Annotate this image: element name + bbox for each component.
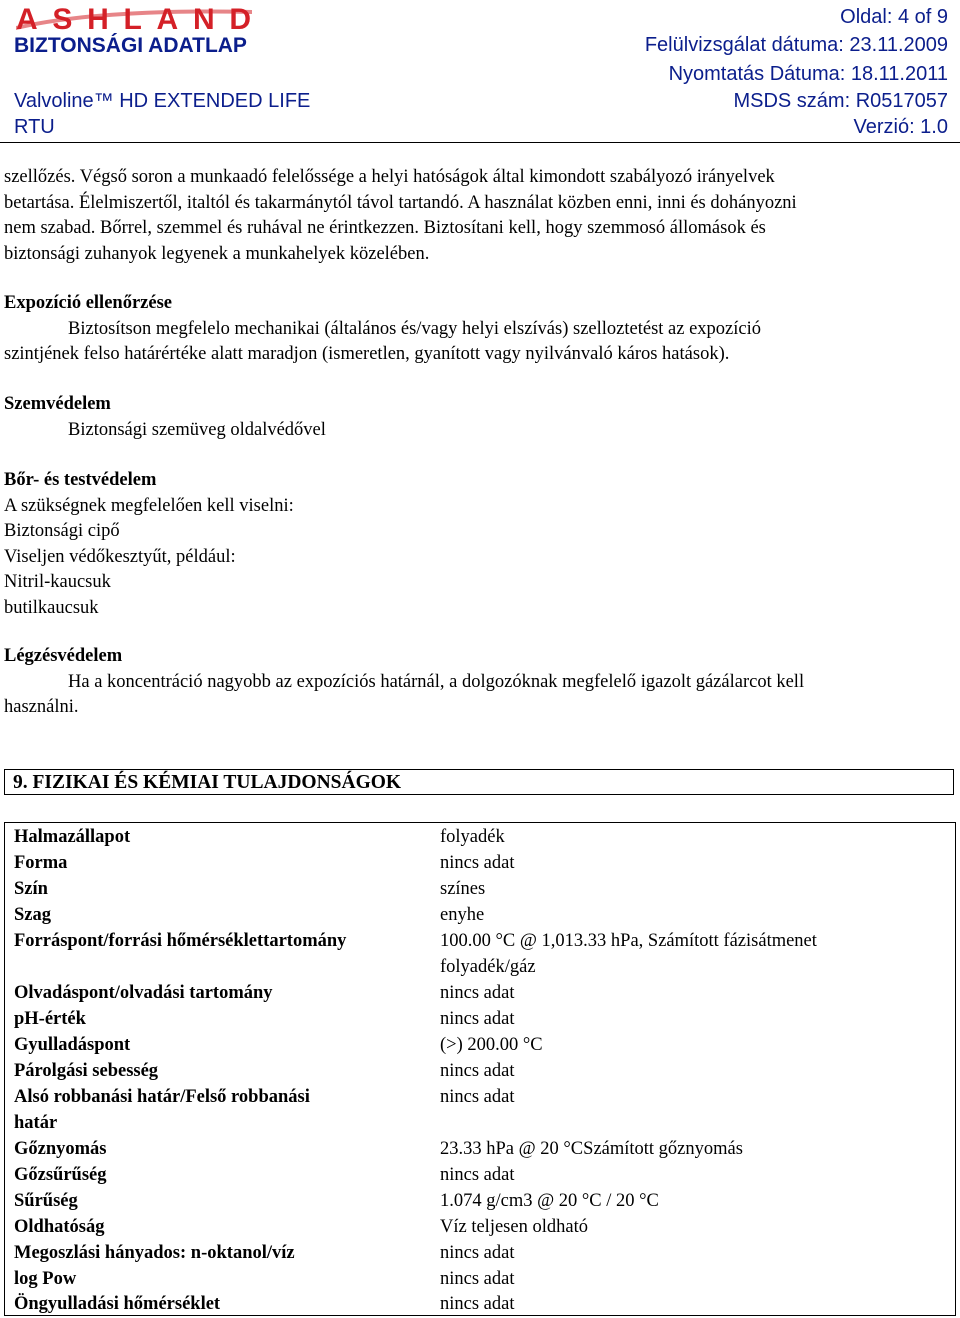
property-value: nincs adat: [440, 1009, 515, 1029]
text-line: biztonsági zuhanyok legyenek a munkahelyek közelében.: [4, 243, 430, 264]
property-value: színes: [440, 879, 486, 899]
svg-text:ASHLAND: ASHLAND: [16, 3, 252, 34]
print-date: Nyomtatás Dátuma: 18.11.2011: [668, 63, 948, 85]
property-value: folyadék/gáz: [440, 957, 536, 977]
text-line: Biztonsági szemüveg oldalvédővel: [68, 419, 326, 440]
doc-title: BIZTONSÁGI ADATLAP: [14, 34, 247, 57]
property-value: 100.00 °C @ 1,013.33 hPa, Számított fázisátmenet: [440, 931, 817, 951]
document-header: [0, 0, 960, 143]
page-number: Oldal: 4 of 9: [840, 6, 948, 28]
text-line: szellőzés. Végső soron a munkaadó felelőssége a helyi hatóságok által kimondott szabályozó irányelvek: [4, 167, 775, 187]
property-value: nincs adat: [440, 983, 515, 1003]
exposure-heading: Expozíció ellenőrzése: [4, 293, 172, 313]
property-value: nincs adat: [440, 1243, 515, 1263]
text-line: butilkaucsuk: [4, 597, 99, 618]
property-value: 23.33 hPa @ 20 °CSzámított gőznyomás: [440, 1139, 743, 1159]
exposure-section: [4, 291, 954, 368]
text-line: nem szabad. Bőrrel, szemmel és ruhával ne érintkezzen. Biztosítani kell, hogy szemmosó állomások és: [4, 218, 766, 238]
property-label: Megoszlási hányados: n-oktanol/víz: [14, 1243, 295, 1263]
property-label: Gőzsűrűség: [14, 1165, 107, 1185]
property-label: Párolgási sebesség: [14, 1061, 159, 1081]
property-label: Gyulladáspont: [14, 1035, 131, 1055]
skin-heading: Bőr- és testvédelem: [4, 470, 157, 490]
property-value: nincs adat: [440, 1269, 515, 1289]
product-name-line2: RTU: [14, 116, 55, 138]
text-line: szintjének felso határértéke alatt maradjon (ismeretlen, gyanított vagy nyilvánvaló káros hatások).: [4, 344, 730, 364]
ashland-logo: [14, 2, 254, 34]
text-line: Viseljen védőkesztyűt, például:: [4, 546, 236, 567]
property-label: Forráspont/forrási hőmérséklettartomány: [14, 931, 347, 951]
text-line: betartása. Élelmiszertől, italtól és takarmánytól távol tartandó. A használat közben enni, inni és dohányozni: [4, 192, 797, 213]
text-line: Nitril-kaucsuk: [4, 572, 111, 592]
property-label: Gőznyomás: [14, 1139, 107, 1159]
property-label: Halmazállapot: [14, 827, 131, 847]
property-label: log Pow: [14, 1269, 77, 1289]
property-label: Öngyulladási hőmérséklet: [14, 1294, 221, 1314]
property-value: Víz teljesen oldható: [440, 1217, 588, 1237]
text-line: Biztonsági cipő: [4, 521, 120, 541]
property-value: nincs adat: [440, 1087, 515, 1107]
property-label: Alsó robbanási határ/Felső robbanási: [14, 1087, 310, 1107]
property-value: nincs adat: [440, 853, 515, 873]
text-line: A szükségnek megfelelően kell viselni:: [4, 495, 294, 516]
text-line: Ha a koncentráció nagyobb az expozíciós határnál, a dolgozóknak megfelelő igazolt gázálarcot kell: [68, 671, 805, 692]
property-label: Olvadáspont/olvadási tartomány: [14, 983, 273, 1003]
property-value: 1.074 g/cm3 @ 20 °C / 20 °C: [440, 1191, 659, 1211]
property-label: Oldhatóság: [14, 1217, 105, 1237]
ventilation-paragraph: [4, 165, 954, 267]
property-value: nincs adat: [440, 1294, 515, 1314]
resp-heading: Légzésvédelem: [4, 646, 123, 666]
respiratory-protection-section: [4, 644, 954, 721]
eye-heading: Szemvédelem: [4, 394, 111, 414]
property-value: nincs adat: [440, 1061, 515, 1081]
text-line: Biztosítson megfelelo mechanikai (általános és/vagy helyi elszívás) szelloztetést az expozíció: [68, 318, 761, 339]
section-9-title: 9. FIZIKAI ÉS KÉMIAI TULAJDONSÁGOK: [4, 769, 954, 795]
review-date: Felülvizsgálat dátuma: 23.11.2009: [644, 34, 948, 56]
property-label: Szín: [14, 879, 48, 899]
product-name-line1: Valvoline™ HD EXTENDED LIFE: [14, 90, 311, 112]
skin-protection-section: [4, 468, 954, 621]
property-label: pH-érték: [14, 1009, 86, 1029]
msds-number: MSDS szám: R0517057: [733, 90, 948, 112]
property-label: Szag: [14, 905, 51, 925]
version: Verzió: 1.0: [853, 116, 948, 138]
properties-table: [4, 822, 956, 1316]
text-line: használni.: [4, 697, 79, 717]
property-value: enyhe: [440, 905, 485, 925]
property-value: (>) 200.00 °C: [440, 1035, 543, 1055]
property-label: Forma: [14, 853, 68, 873]
property-value: nincs adat: [440, 1165, 515, 1185]
property-value: folyadék: [440, 827, 505, 847]
property-label: határ: [14, 1113, 58, 1133]
property-label: Sűrűség: [14, 1191, 78, 1211]
eye-protection-section: [4, 392, 954, 443]
